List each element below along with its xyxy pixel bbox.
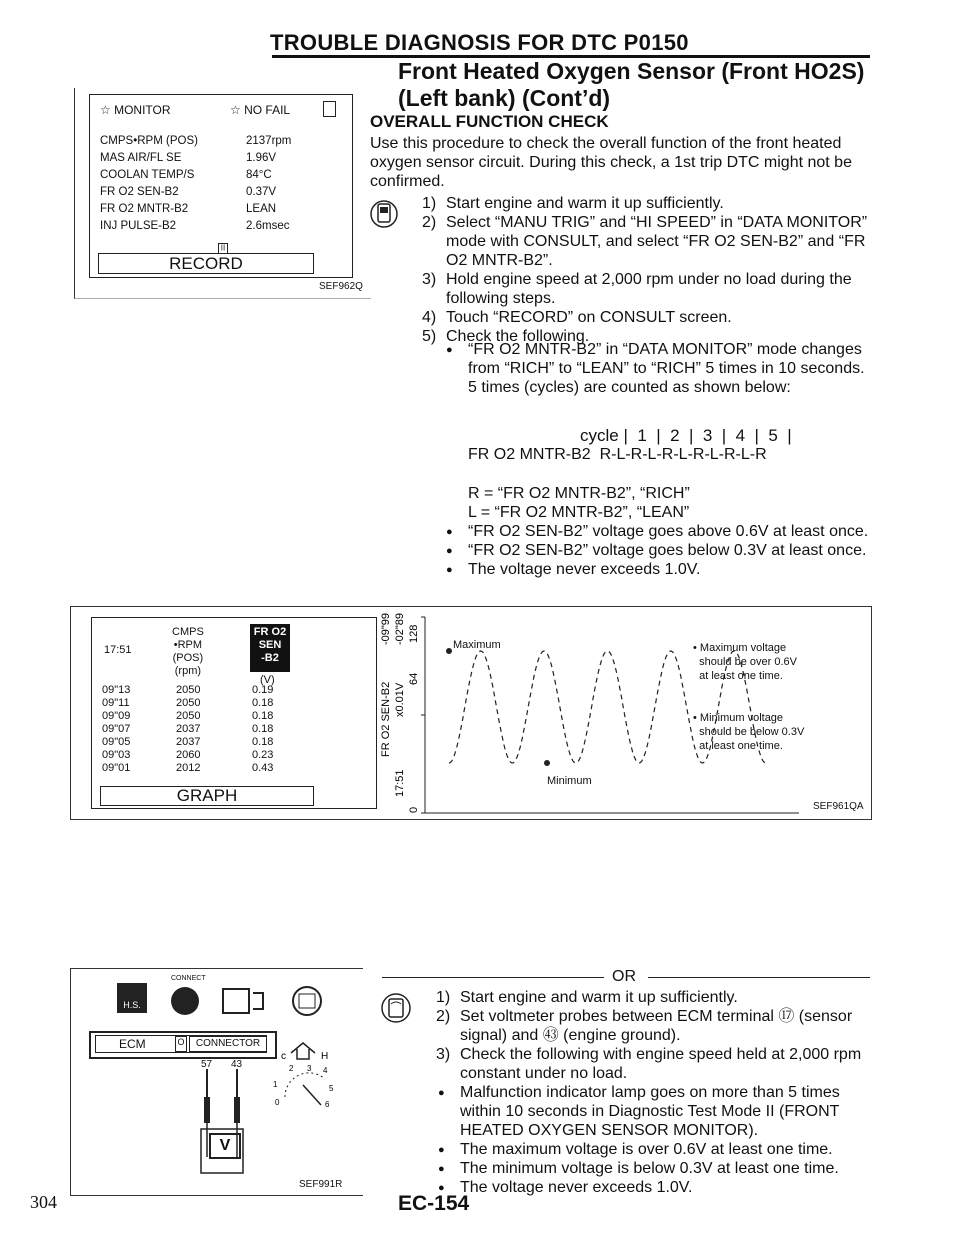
or-step-number: 2) — [436, 1008, 451, 1025]
connector-label: CONNECTOR — [189, 1036, 267, 1052]
overall-function-check-heading: OVERALL FUNCTION CHECK — [370, 112, 609, 131]
graph-row — [102, 710, 302, 723]
graph-screen — [91, 617, 377, 809]
graph-row — [102, 697, 302, 710]
step-number: 3) — [422, 271, 437, 288]
graph-row-rpm: 2060 — [176, 749, 201, 761]
axis-vertical-label: -02"89 — [394, 612, 406, 645]
axis-vertical-label: 128 — [408, 624, 420, 643]
axis-vertical-label: 64 — [408, 672, 420, 685]
monitor-head-right: ☆ NO FAIL — [230, 103, 291, 117]
monitor-row-key: FR O2 MNTR-B2 — [100, 203, 189, 215]
graph-row-time: 09"09 — [102, 710, 131, 722]
graph-row-time: 09"11 — [102, 697, 130, 709]
meter-icon — [380, 990, 412, 1031]
or-divider — [382, 968, 870, 988]
bullet-below: ● “FR O2 SEN-B2” voltage goes below 0.3V at least once. — [468, 541, 878, 560]
or-step-number: 3) — [436, 1046, 451, 1063]
minimum-point — [544, 760, 550, 766]
bullet-cycle-cont: 5 times (cycles) are counted as shown below: — [468, 379, 791, 396]
svg-text:H: H — [321, 1051, 329, 1062]
maximum-label: Maximum — [453, 639, 501, 651]
axis-vertical-label: 0 — [408, 806, 420, 813]
graph-row-volt: 0.18 — [252, 736, 274, 748]
graph-row-volt: 0.18 — [252, 710, 274, 722]
bullet-never: ● The voltage never exceeds 1.0V. — [468, 560, 878, 579]
voltmeter-probes — [167, 1067, 277, 1177]
check-bullets — [468, 340, 878, 397]
step-item — [422, 213, 878, 270]
connect-label: CONNECT — [171, 975, 206, 982]
graph-row-time: 09"07 — [102, 723, 131, 735]
cycle-sequence: FR O2 MNTR-B2 R-L-R-L-R-L-R-L-R-L-R — [468, 446, 767, 463]
monitor-row — [100, 135, 320, 152]
section-title — [398, 58, 864, 112]
cycle-line: cycle | 1 | 2 | 3 | 4 | 5 | — [580, 426, 792, 445]
bullet-cycle: ● “FR O2 MNTR-B2” in “DATA MONITOR” mode changes from “RICH” to “LEAN” to “RICH” 5 times in 10 seconds. — [468, 340, 878, 378]
ecm-label: ECM — [119, 1037, 146, 1051]
or-bullet: ● The voltage never exceeds 1.0V. — [460, 1178, 870, 1197]
figure-code: SEF991R — [299, 1179, 343, 1190]
page-header: TROUBLE DIAGNOSIS FOR DTC P0150 — [270, 30, 689, 55]
step-text: Touch “RECORD” on CONSULT screen. — [446, 309, 732, 326]
or-steps — [436, 988, 870, 1197]
graph-row-rpm: 2050 — [176, 697, 201, 709]
terminal-57: 57 — [201, 1059, 213, 1070]
or-bullet: ● The minimum voltage is below 0.3V at least one time. — [460, 1159, 870, 1178]
graph-row-volt: 0.18 — [252, 723, 274, 735]
monitor-rows — [100, 135, 320, 237]
graph-row-volt: 0.23 — [252, 749, 274, 761]
graph-row-volt: 0.43 — [252, 762, 274, 774]
svg-text:1: 1 — [273, 1080, 278, 1089]
col1-head: CMPS •RPM (POS) (rpm) — [172, 626, 204, 677]
monitor-row-value: LEAN — [246, 203, 277, 215]
step-number: 1) — [422, 195, 437, 212]
svg-text:2: 2 — [289, 1064, 294, 1073]
svg-text:5: 5 — [329, 1084, 334, 1093]
graph-row-time: 09"01 — [102, 762, 131, 774]
graph-row-volt: 0.19 — [252, 684, 274, 696]
graph-row — [102, 723, 302, 736]
monitor-row-value: 2.6msec — [246, 220, 290, 232]
svg-text:6: 6 — [325, 1100, 330, 1109]
tachometer-icon — [263, 1035, 353, 1115]
monitor-row-value: 0.37V — [246, 186, 277, 198]
svg-text:4: 4 — [323, 1066, 328, 1075]
or-bullet: ● Malfunction indicator lamp goes on more than 5 times within 10 seconds in Diagnostic Test Mode II (FRONT HEATED OXYGEN SENSOR MONITOR). — [460, 1083, 870, 1140]
col2-head: FR O2 SEN -B2 — [250, 624, 290, 672]
or-step-item — [436, 1045, 870, 1083]
step-text: Check the following. — [446, 328, 590, 345]
monitor-row — [100, 220, 320, 237]
connect-icons — [167, 981, 337, 1021]
or-step-item — [436, 1007, 870, 1045]
monitor-row-value: 84°C — [246, 169, 272, 181]
graph-row-rpm: 2050 — [176, 684, 201, 696]
or-step-text: Set voltmeter probes between ECM terminal ⑰ (sensor signal) and ㊸ (engine ground). — [460, 1008, 853, 1044]
graph-row — [102, 762, 302, 775]
step-number: 4) — [422, 309, 437, 326]
or-step-text: Start engine and warm it up sufficiently. — [460, 989, 738, 1006]
voltmeter: V — [209, 1133, 241, 1159]
axis-vertical-label: FR O2 SEN-B2 — [380, 681, 392, 757]
intro-paragraph: Use this procedure to check the overall function of the front heated oxygen sensor circuit. During this check, a 1st trip DTC might not be confirmed. — [370, 135, 852, 190]
monitor-row-value: 2137rpm — [246, 135, 292, 147]
axis-vertical-label: -09"99 — [380, 612, 392, 645]
monitor-row — [100, 186, 320, 203]
minimum-label: Minimum — [547, 775, 592, 787]
graph-row-rpm: 2050 — [176, 710, 201, 722]
checkbox-icon[interactable] — [323, 101, 336, 117]
section-title-line1: Front Heated Oxygen Sensor (Front HO2S) — [398, 58, 865, 84]
ecm-figure — [70, 968, 363, 1196]
monitor-row-key: COOLAN TEMP/S — [100, 169, 195, 181]
hs-icon: H.S. — [117, 983, 147, 1013]
monitor-row-key: CMPS•RPM (POS) — [100, 135, 198, 147]
monitor-head-left: ☆ MONITOR — [100, 103, 171, 117]
graph-figure — [70, 606, 872, 820]
section-title-line2: (Left bank) (Cont’d) — [398, 85, 611, 111]
maximum-point — [446, 648, 452, 654]
note-min: • Minimum voltage should be below 0.3V at least one time. — [693, 712, 805, 752]
monitor-figure — [74, 88, 371, 299]
step-number: 5) — [422, 328, 437, 345]
or-label: OR — [612, 968, 636, 985]
step-item — [422, 270, 878, 308]
consult-icon — [370, 194, 398, 234]
bullet-above: ● “FR O2 SEN-B2” voltage goes above 0.6V at least once. — [468, 522, 878, 541]
graph-row-rpm: 2012 — [176, 762, 201, 774]
step-item — [422, 194, 878, 213]
graph-row-rpm: 2037 — [176, 723, 201, 735]
graph-button[interactable]: GRAPH — [100, 786, 314, 806]
or-step-text: Check the following with engine speed held at 2,000 rpm constant under no load. — [460, 1046, 862, 1082]
step-text: Select “MANU TRIG” and “HI SPEED” in “DATA MONITOR” mode with CONSULT, and select “FR O2 SEN-B2” and “FR O2 MNTR-B2”. — [446, 214, 868, 269]
col2-unit: (V) — [260, 674, 275, 686]
graph-time: 17:51 — [104, 644, 132, 656]
or-bullet: ● The maximum voltage is over 0.6V at least one time. — [460, 1140, 870, 1159]
graph-row-time: 09"13 — [102, 684, 131, 696]
monitor-row-key: FR O2 SEN-B2 — [100, 186, 179, 198]
steps-list — [422, 194, 878, 346]
or-step-number: 1) — [436, 989, 451, 1006]
graph-row-rpm: 2037 — [176, 736, 201, 748]
graph-row — [102, 684, 302, 697]
definitions — [468, 484, 878, 579]
step-item — [422, 308, 878, 327]
step-number: 2) — [422, 214, 437, 231]
step-text: Hold engine speed at 2,000 rpm under no load during the following steps. — [446, 271, 852, 307]
record-button[interactable]: RECORD — [98, 253, 314, 274]
monitor-row — [100, 169, 320, 186]
figure-code: SEF961QA — [813, 801, 864, 812]
step-text: Start engine and warm it up sufficiently. — [446, 195, 724, 212]
graph-row-time: 09"05 — [102, 736, 131, 748]
axis-vertical-label: 17:51 — [394, 769, 406, 797]
monitor-row-key: INJ PULSE-B2 — [100, 220, 177, 232]
page-code: EC-154 — [398, 1192, 470, 1215]
terminal-43: 43 — [231, 1059, 243, 1070]
scroll-icon[interactable]: ||| — [218, 243, 228, 254]
svg-text:0: 0 — [275, 1098, 280, 1107]
axis-vertical-label: x0.01V — [394, 682, 406, 717]
graph-row-volt: 0.18 — [252, 697, 274, 709]
monitor-row-value: 1.96V — [246, 152, 277, 164]
monitor-row-key: MAS AIR/FL SE — [100, 152, 182, 164]
monitor-screen — [89, 94, 353, 278]
ecm-box: ECM O CONNECTOR — [89, 1031, 277, 1059]
def-r: R = “FR O2 MNTR-B2”, “RICH” — [468, 485, 690, 502]
def-l: L = “FR O2 MNTR-B2”, “LEAN” — [468, 504, 690, 521]
page-number: 304 — [30, 1192, 57, 1212]
or-step-item — [436, 988, 870, 1007]
svg-text:c: c — [281, 1051, 286, 1062]
monitor-row — [100, 152, 320, 169]
figure-code: SEF962Q — [319, 281, 363, 292]
graph-row — [102, 736, 302, 749]
note-max: • Maximum voltage should be over 0.6V at least one time. — [693, 642, 797, 682]
svg-text:3: 3 — [307, 1064, 312, 1073]
graph-row — [102, 749, 302, 762]
monitor-row — [100, 203, 320, 220]
graph-rows — [102, 684, 302, 775]
graph-row-time: 09"03 — [102, 749, 131, 761]
